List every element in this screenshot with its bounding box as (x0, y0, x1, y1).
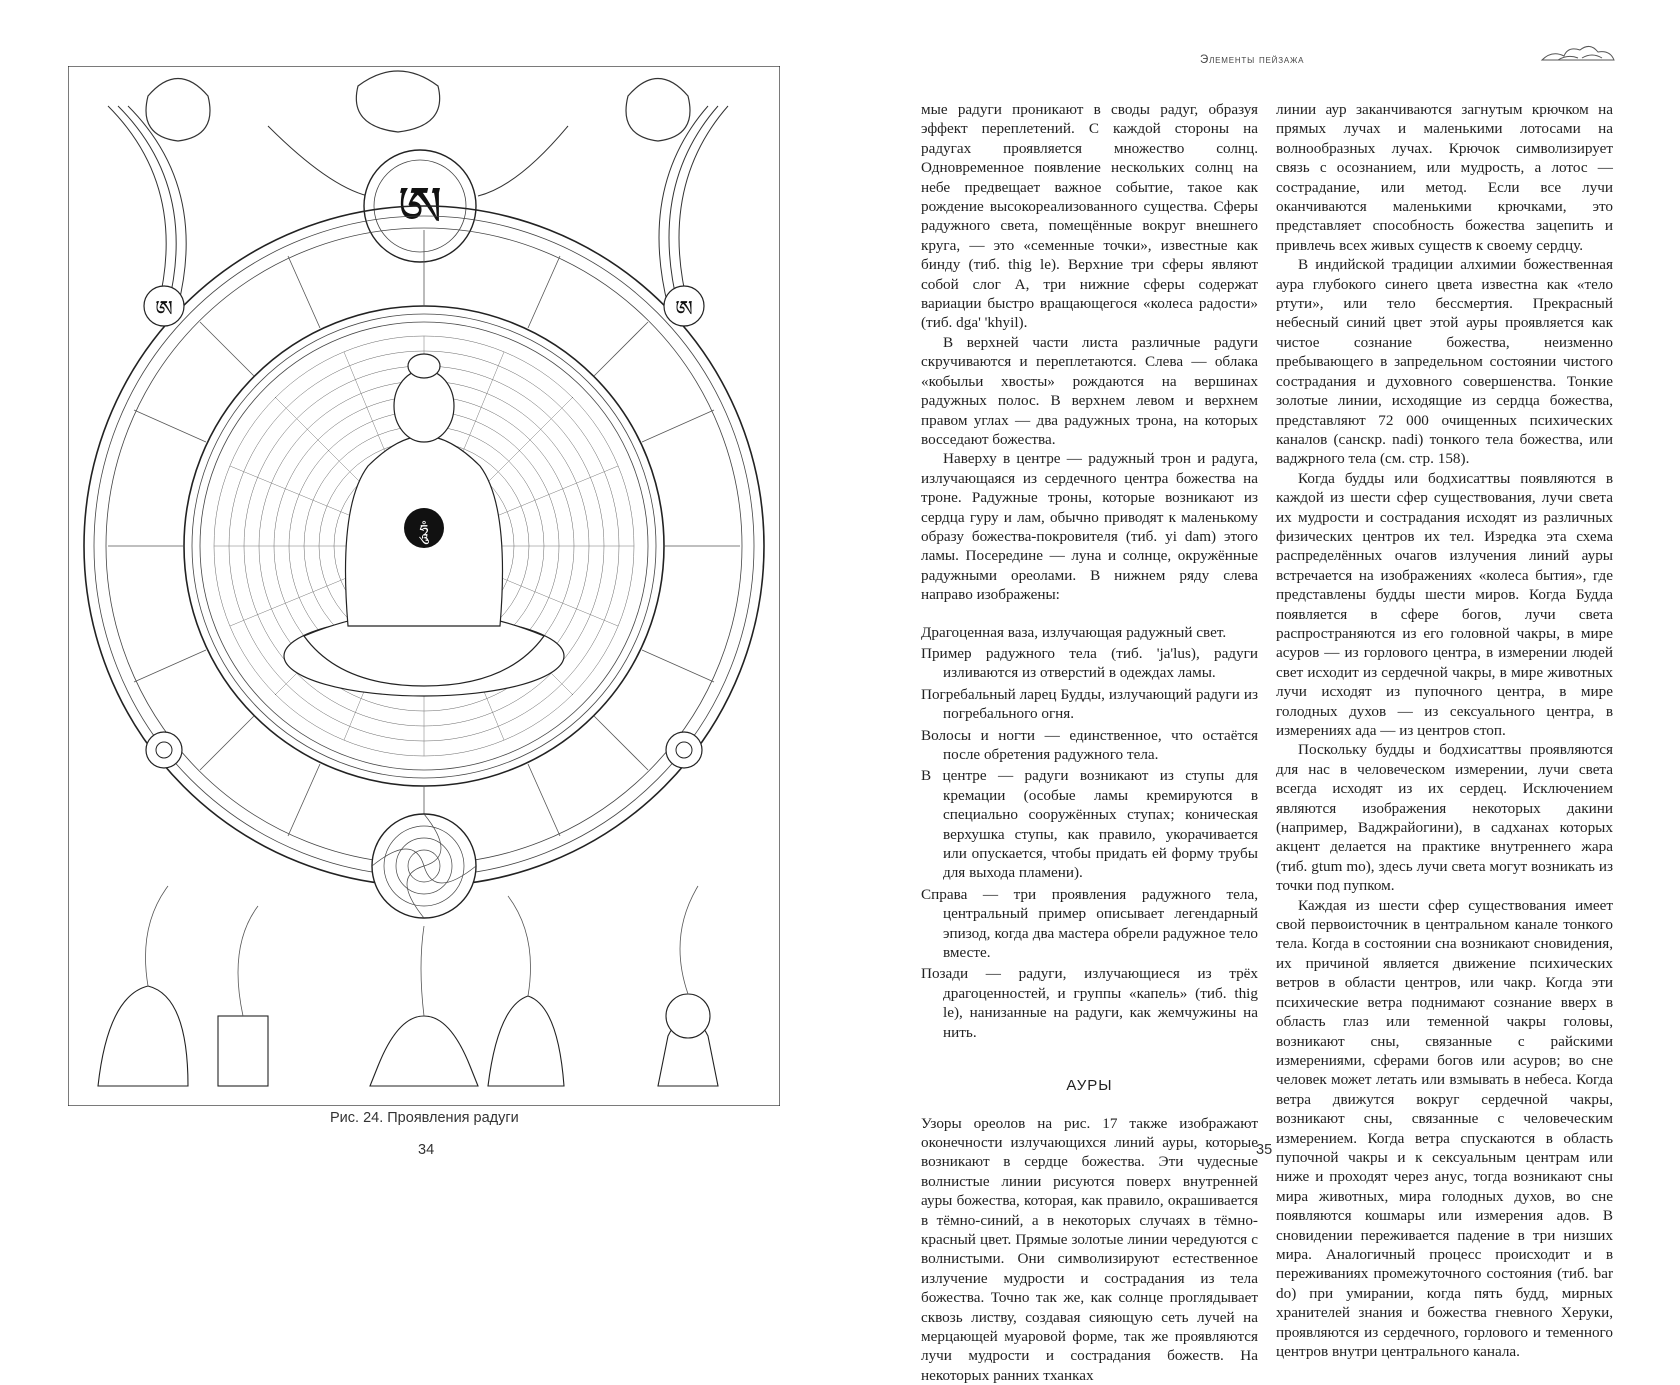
illustration-svg (68, 66, 780, 1106)
paragraph: линии аур заканчиваются загнутым крючком на прямых лучах и маленькими лотосами на волнообразных лучах. Крючок символизирует связь с осознанием, или мудрость, а лотос — сострадание, или метод. Если все лучи оканчиваются маленькими крючками, это представляет способность божества зацепить и привлечь всех живых существ к своему сердцу. (1276, 100, 1613, 255)
figure-caption: Рис. 24. Проявления радуги (330, 1110, 519, 1126)
paragraph: В индийской традиции алхимии божественная аура глубокого синего цвета известна как «тело ртути», или тело бессмертия. Прекрасный небесный синий цвет этой ауры проявляется как чистое сознание божества, неизменно пребывающего в запредельном состоянии чистого сострадания и духовного совершенства. Тонкие золотые линии, исходящие из сердца божества, представляют 72 000 очищенных психических каналов (санскр. nadi) тонкого тела божества, или ваджрного тела (см. стр. 158). (1276, 255, 1613, 468)
paragraph: Поскольку будды и бодхисаттвы проявляются для нас в человеческом измерении, лучи света всегда исходят из их сердец. Исключением являются изображения некоторых дакини (например, Ваджрайогини), в садханах которых акцент делается на практике внутреннего жара (тиб. gtum mo), здесь лучи света могут возникать из точки под пупком. (1276, 740, 1613, 895)
list-item: Драгоценная ваза, излучающая радужный свет. (921, 623, 1258, 642)
seed-syllable-left: ཨ (155, 297, 173, 322)
list-item: Пример радужного тела (тиб. 'ja'lus), радуги изливаются из отверстий в одеждах ламы. (921, 644, 1258, 683)
paragraph: Наверху в центре — радужный трон и радуга, излучающаяся из сердечного центра божества на троне. Радужные троны, которые возникают из сердца гуру и лам, обычно приводят к маленькому образу божества-покровителя (тиб. yi dam) этого ламы. Посередине — луна и солнце, окружённые радужными ореолами. В нижнем ряду слева направо изображены: (921, 449, 1258, 604)
list-item: Волосы и ногти — единственное, что остаётся после обретения радужного тела. (921, 726, 1258, 765)
paragraph: Когда будды или бодхисаттвы появляются в каждой из шести сфер существования, лучи света их мудрости и сострадания исходят из различных физических центров их тел. Изредка эта схема распределённых очагов излучения линий ауры встречается на изображениях «колеса бытия», где представлены будды шести миров. Когда Будда появляется в сфере богов, лучи света распространяются из его головной чакры, в мире асуров — из горлового центра, в измерении людей свет исходит из сердечной чакры, в мире животных лучи исходят из пупочного центра, в мире голодных духов — из сексуального центра, в измерениях ада — из центров стоп. (1276, 469, 1613, 741)
running-head: Элементы пейзажа (1200, 54, 1304, 66)
bottom-row-list (921, 623, 1258, 1043)
paragraph: Узоры ореолов на рис. 17 также изображают оконечности излучающихся линий ауры, которые возникают в сердце божества. Эти чудесные волнистые линии рисуются поверх внутренней ауры божества, которая, как правило, окрашивается в тёмно-синий, а в некоторых случаях в тёмно-красный цвет. Прямые золотые линии чередуются с волнистыми. Они символизируют естественное излучение мудрости и сострадания из тела божества. Точно так же, как солнце проглядывает сквозь листву, создавая сияющую сеть лучей на мерцающей муаровой форме, так же проявляются лучи мудрости и сострадания божеств. На некоторых ранних тханках (921, 1114, 1258, 1385)
text-column-1 (921, 100, 1258, 1385)
paragraph: мые радуги проникают в своды радуг, образуя эффект переплетений. С каждой стороны на радугах проявляется множество солнц. Одновременное появление нескольких солнц на небе предвещает важное событие, такое как рождение высокореализованного существа. Сферы радужного света, помещённые вокруг внешнего круга, — это «семенные точки», известные как бинду (тиб. thig le). Верхние три сферы являют собой слог А, три нижние сферы содержат вариации быстро вращающегося «колеса радости» (тиб. dga' 'khyil). (921, 100, 1258, 333)
left-page (0, 0, 840, 1188)
cloud-ornament-icon (1538, 40, 1618, 68)
list-item: Позади — радуги, излучающиеся из трёх драгоценностей, и группы «капель» (тиб. thig le), нанизанные на радуги, как жемчужины на нить. (921, 964, 1258, 1042)
right-page (840, 0, 1680, 1188)
list-item: Погребальный ларец Будды, излучающий радуги из погребального огня. (921, 685, 1258, 724)
section-heading: АУРЫ (921, 1076, 1258, 1095)
seed-syllable-top: ཨ (398, 175, 443, 240)
text-column-2 (1276, 100, 1613, 1361)
paragraph: В верхней части листа различные радуги скручиваются и переплетаются. Слева — облака «кобыльи хвосты» рождаются на вершинах радужных полос. В верхнем левом и верхнем правом углах — два радужных трона, на которых восседают божества. (921, 333, 1258, 449)
rainbow-manifestations-illustration (68, 66, 780, 1106)
list-item: В центре — радуги возникают из ступы для кремации (особые ламы кремируются в специально сооружённых ступах; коническая верхушка ступы, как правило, укорачивается или опускается, чтобы придать ей форму трубы для выхода пламени). (921, 766, 1258, 882)
page-number-right: 35 (1256, 1142, 1272, 1158)
paragraph: Каждая из шести сфер существования имеет свой первоисточник в центральном канале тонкого тела. Когда в состоянии сна возникают сновидения, их причиной является движение психических ветров в области центров, или чакр. Когда эти психические ветра поднимают сознание вверх в область глаз или теменной чакры головы, возникают сны, связанные с райскими измерениями, сферами богов или асуров; во сне человек может летать или взмывать в небеса. Когда ветра движутся вокруг сердечной чакры, возникают сны, связанные с человеческим измерением. Когда ветра спускаются в область пупочной чакры и к сексуальным центрам или ниже и проходят через анус, тогда возникают сны мира животных, мира голодных духов, во сне появляются кошмары или измерения адов. В сновидении переживается падение в три низших мира. Аналогичный процесс происходит и в переживаниях промежуточного состояния (тиб. bar do) при умирании, когда пять будд, мирных хранителей знания и божества гневного Херуки, проявляются из сердечного, горлового и теменного центров внутри центрального канала. (1276, 896, 1613, 1362)
page-number-left: 34 (418, 1142, 434, 1158)
seed-syllable-right: ཨ (675, 297, 693, 322)
list-item: Справа — три проявления радужного тела, центральный пример описывает легендарный эпизод, когда два мастера обрели радужное тело вместе. (921, 885, 1258, 963)
heart-syllable: ཧཱུཾ (419, 520, 430, 545)
